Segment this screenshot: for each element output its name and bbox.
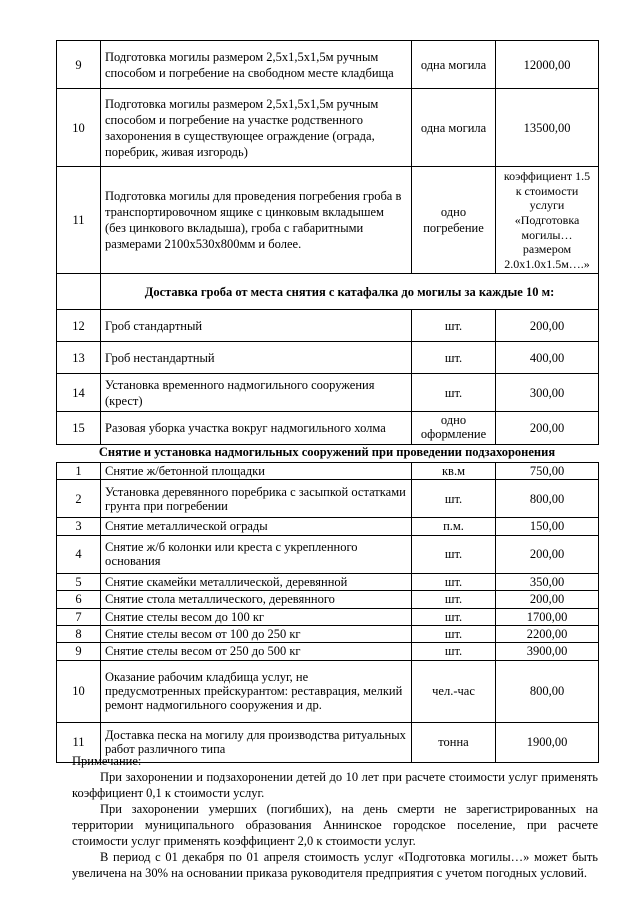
row-unit: одна могила [412,41,496,89]
row-unit: одна могила [412,89,496,167]
row-number: 2 [57,480,101,518]
note-paragraph: При захоронении и подзахоронении детей до 10 лет при расчете стоимости услуг применять коэффициент 0,1 к стоимости услуг. [72,770,598,800]
row-unit: п.м. [412,518,496,535]
row-price: 200,00 [496,535,599,573]
services-table-2 [56,462,599,763]
row-description: Гроб нестандартный [101,342,412,374]
row-number: 13 [57,342,101,374]
row-number: 8 [57,625,101,642]
row-number: 4 [57,535,101,573]
row-number: 12 [57,310,101,342]
row-price: 2200,00 [496,625,599,642]
row-unit: одно оформление [412,412,496,445]
table-row [57,89,599,167]
row-description: Доставка песка на могилу для производства ритуальных работ различного типа [101,722,412,762]
row-number: 9 [57,41,101,89]
row-unit: одно погребение [412,167,496,274]
row-price: 12000,00 [496,41,599,89]
note-paragraph: При захоронении умерших (погибших), на день смерти не зарегистрированных на территории муниципального образования Аннинское городское поселение, при расчете стоимости услуг применять коэффициент 2,0 к стоимости услуг. [72,802,598,848]
row-price: 750,00 [496,463,599,480]
row-number: 10 [57,660,101,722]
row-price: 1700,00 [496,608,599,625]
row-unit: шт. [412,342,496,374]
row-unit: кв.м [412,463,496,480]
section-heading: Доставка гроба от места снятия с катафалка до могилы за каждые 10 м: [101,274,599,310]
table-row [57,535,599,573]
row-number: 11 [57,167,101,274]
table-row [57,591,599,608]
services-table-1 [56,40,599,445]
row-description: Разовая уборка участка вокруг надмогильного холма [101,412,412,445]
row-unit: шт. [412,573,496,590]
row-number: 10 [57,89,101,167]
row-description: Установка деревянного поребрика с засыпкой остатками грунта при погребении [101,480,412,518]
note-paragraph: В период с 01 декабря по 01 апреля стоимость услуг «Подготовка могилы…» может быть увеличена на 30% на основании приказа руководителя предприятия с учетом погодных условий. [72,850,598,880]
table-row [57,608,599,625]
table-row [57,643,599,660]
row-unit: шт. [412,374,496,412]
row-price: коэффициент 1.5 к стоимости услуги «Подготовка могилы… размером 2.0х1.0х1.5м….» [496,167,599,274]
row-number: 14 [57,374,101,412]
row-number: 9 [57,643,101,660]
row-unit: шт. [412,591,496,608]
row-number: 11 [57,722,101,762]
row-description: Снятие ж/бетонной площадки [101,463,412,480]
row-unit: шт. [412,625,496,642]
row-unit: шт. [412,643,496,660]
row-price: 200,00 [496,412,599,445]
row-description: Подготовка могилы для проведения погребения гроба в транспортировочном ящике с цинковым вкладышем (без цинкового вкладыша), гроба с габаритными размерами 2100х530х800мм и более. [101,167,412,274]
row-description: Снятие стелы весом до 100 кг [101,608,412,625]
table-row [57,518,599,535]
row-description: Снятие стола металлического, деревянного [101,591,412,608]
row-description: Гроб стандартный [101,310,412,342]
row-price: 1900,00 [496,722,599,762]
row-price: 800,00 [496,660,599,722]
row-number: 5 [57,573,101,590]
row-number: 7 [57,608,101,625]
row-description: Установка временного надмогильного сооружения (крест) [101,374,412,412]
row-price: 13500,00 [496,89,599,167]
table-row [57,41,599,89]
row-unit: тонна [412,722,496,762]
section-row [57,274,599,310]
row-price: 350,00 [496,573,599,590]
row-price: 3900,00 [496,643,599,660]
notes-heading: Примечание: [72,754,142,768]
table-row [57,310,599,342]
row-number: 15 [57,412,101,445]
row-description: Оказание рабочим кладбища услуг, не предусмотренных прейскурантом: реставрация, мелкий ремонт надмогильного сооружения и др. [101,660,412,722]
row-description: Подготовка могилы размером 2,5х1,5х1,5м ручным способом и погребение на участке родственного захоронения в существующее ограждение (ограда, поребрик, живая изгородь) [101,89,412,167]
row-unit: шт. [412,480,496,518]
row-description: Подготовка могилы размером 2,5х1,5х1,5м ручным способом и погребение на свободном месте кладбища [101,41,412,89]
row-description: Снятие скамейки металлической, деревянной [101,573,412,590]
table-row [57,625,599,642]
table-row [57,412,599,445]
table-2-title: Снятие и установка надмогильных сооружений при проведении подзахоронения [98,445,556,459]
table-row [57,167,599,274]
table-row [57,573,599,590]
row-unit: чел.-час [412,660,496,722]
row-description: Снятие стелы весом от 250 до 500 кг [101,643,412,660]
row-price: 200,00 [496,310,599,342]
row-description: Снятие металлической ограды [101,518,412,535]
row-unit: шт. [412,310,496,342]
row-price: 400,00 [496,342,599,374]
row-price: 150,00 [496,518,599,535]
row-price: 200,00 [496,591,599,608]
row-price: 800,00 [496,480,599,518]
table-row [57,660,599,722]
row-unit: шт. [412,608,496,625]
row-number: 6 [57,591,101,608]
row-description: Снятие стелы весом от 100 до 250 кг [101,625,412,642]
row-unit: шт. [412,535,496,573]
row-description: Снятие ж/б колонки или креста с укрепленного основания [101,535,412,573]
row-price: 300,00 [496,374,599,412]
table-row [57,463,599,480]
row-number: 1 [57,463,101,480]
notes [72,753,598,881]
row-number: 3 [57,518,101,535]
table-row [57,480,599,518]
table-row [57,342,599,374]
table-row [57,374,599,412]
